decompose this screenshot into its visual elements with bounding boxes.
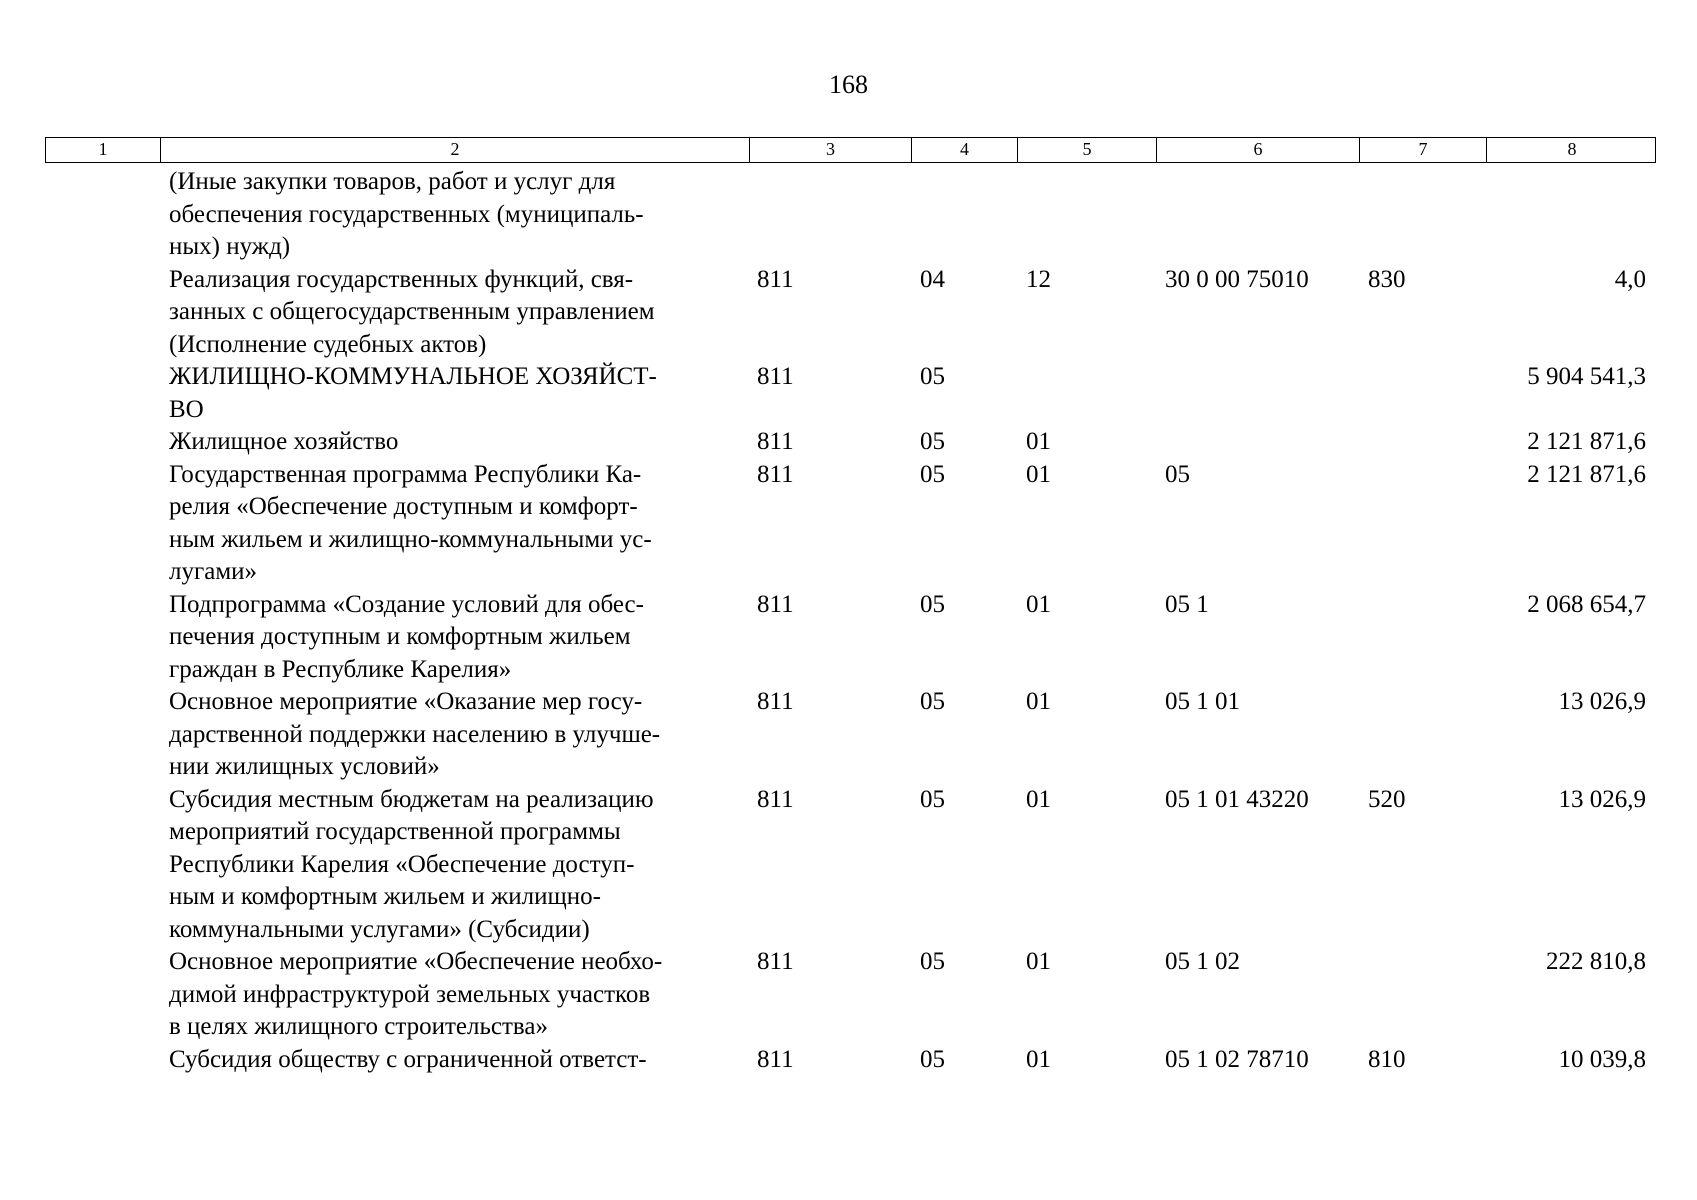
row-section-code: 05: [920, 1045, 945, 1073]
row-expense-type: 810: [1368, 1045, 1406, 1073]
row-target-article: 05 1 02 78710: [1165, 1045, 1309, 1073]
column-number-1: 1: [98, 139, 108, 159]
budget-table-body: [0, 166, 1697, 1076]
row-amount: 4,0: [1614, 265, 1646, 293]
row-subsection-code: 01: [1026, 688, 1051, 715]
row-section-code: 04: [920, 265, 945, 293]
row-section-code: 05: [920, 688, 945, 715]
table-row: [0, 686, 1697, 784]
row-target-article: 05: [1165, 460, 1190, 488]
table-row: [0, 784, 1697, 947]
row-ministry-code: 811: [757, 590, 794, 618]
row-amount: 2 121 871,6: [1527, 428, 1646, 455]
row-name: Жилищное хозяйство: [169, 428, 399, 455]
row-amount: 222 810,8: [1546, 948, 1646, 975]
row-amount: 10 039,8: [1558, 1045, 1646, 1073]
table-row: [0, 426, 1697, 459]
row-name: Государственная программа Республики Ка- релия «Обеспечение доступным и комфорт- ным жильем и жилищно-коммунальными ус- лугами»: [169, 460, 652, 585]
row-name: Субсидия местным бюджетам на реализацию мероприятий государственной программы Республики Карелия «Обеспечение доступ- ным и комфортным жильем и жилищно- коммунальными услугами» (Субсидии): [169, 785, 654, 943]
row-name: (Иные закупки товаров, работ и услуг для обеспечения государственных (муниципаль- ных) нужд): [169, 168, 644, 260]
row-amount: 13 026,9: [1558, 785, 1646, 813]
table-row: [0, 166, 1697, 264]
column-number-2: 2: [160, 138, 749, 162]
row-name: ЖИЛИЩНО-КОММУНАЛЬНОЕ ХОЗЯЙСТ- ВО: [169, 363, 657, 423]
row-name: Подпрограмма «Создание условий для обес- печения доступным и комфортным жильем граждан в Республике Карелия»: [169, 590, 644, 683]
row-expense-type: 520: [1368, 785, 1406, 813]
row-ministry-code: 811: [757, 363, 794, 390]
table-row: [0, 264, 1697, 362]
row-target-article: 05 1 01 43220: [1165, 785, 1309, 813]
row-ministry-code: 811: [757, 785, 794, 813]
row-ministry-code: 811: [757, 460, 794, 488]
row-ministry-code: 811: [757, 428, 794, 455]
row-subsection-code: 01: [1026, 1045, 1051, 1073]
row-target-article: 05 1 02: [1165, 948, 1240, 975]
column-number-5: 5: [1017, 138, 1156, 162]
row-name: Основное мероприятие «Обеспечение необхо- димой инфраструктурой земельных участков в целях жилищного строительства»: [169, 948, 663, 1040]
row-section-code: 05: [920, 460, 945, 488]
row-section-code: 05: [920, 590, 945, 618]
row-ministry-code: 811: [757, 948, 794, 975]
row-subsection-code: 01: [1026, 460, 1051, 488]
row-name: Реализация государственных функций, свя- занных с общегосударственным управлением (Исполнение судебных актов): [169, 265, 655, 358]
row-name: Основное мероприятие «Оказание мер госу- дарственной поддержки населению в улучше- нии жилищных условий»: [169, 688, 661, 780]
column-number-8: 8: [1486, 138, 1657, 162]
column-number-7: 7: [1359, 138, 1486, 162]
table-row: [0, 361, 1697, 426]
row-ministry-code: 811: [757, 1045, 794, 1073]
row-amount: 2 068 654,7: [1527, 590, 1646, 618]
column-number-6: 6: [1156, 138, 1359, 162]
row-subsection-code: 01: [1026, 428, 1051, 455]
row-expense-type: 830: [1368, 265, 1406, 293]
table-row: [0, 946, 1697, 1044]
table-header-row: [45, 137, 1656, 163]
row-subsection-code: 01: [1026, 785, 1051, 813]
table-row: [0, 459, 1697, 589]
row-section-code: 05: [920, 428, 945, 455]
page-number: 168: [829, 70, 868, 99]
row-subsection-code: 01: [1026, 590, 1051, 618]
column-number-4: 4: [911, 138, 1017, 162]
row-amount: 13 026,9: [1558, 688, 1646, 715]
row-target-article: 30 0 00 75010: [1165, 265, 1309, 293]
column-number-3: 3: [749, 138, 911, 162]
table-row: [0, 589, 1697, 687]
row-section-code: 05: [920, 785, 945, 813]
row-target-article: 05 1: [1165, 590, 1209, 618]
row-name: Субсидия обществу с ограниченной ответст-: [169, 1045, 647, 1073]
row-target-article: 05 1 01: [1165, 688, 1240, 715]
row-ministry-code: 811: [757, 265, 794, 293]
row-subsection-code: 12: [1026, 265, 1051, 293]
row-section-code: 05: [920, 948, 945, 975]
row-amount: 5 904 541,3: [1527, 363, 1646, 390]
row-subsection-code: 01: [1026, 948, 1051, 975]
row-amount: 2 121 871,6: [1527, 460, 1646, 488]
row-section-code: 05: [920, 363, 945, 390]
table-row: [0, 1044, 1697, 1077]
row-ministry-code: 811: [757, 688, 794, 715]
